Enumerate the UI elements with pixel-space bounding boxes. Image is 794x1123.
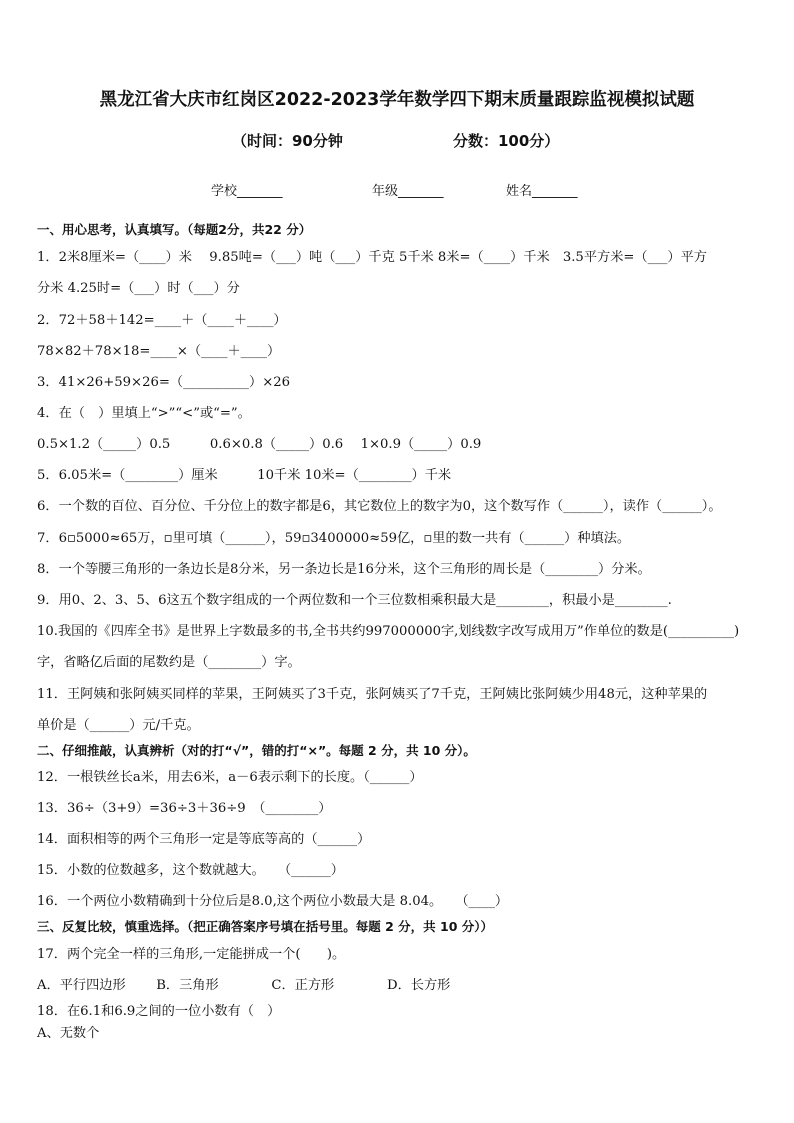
question-line: 6．一个数的百位、百分位、千分位上的数字都是6，其它数位上的数字为0，这个数写作（______），读作（______）。 [37,499,722,514]
question-line: 3．41×26+59×26=（__________）×26 [37,375,291,390]
question-line: 78×82＋78×18=____×（____＋____） [37,344,281,359]
question-line: 单价是（______）元/千克。 [37,718,200,733]
question-line: 13．36÷（3+9）=36÷3＋36÷9 （________） [37,801,332,816]
question-line: 0.5×1.2（_____）0.5 0.6×0.8（_____）0.6 1×0.9（_____）0.9 [37,437,482,452]
question-line: 17．两个完全一样的三角形,一定能拼成一个( )。 [37,947,346,962]
question-line: 12．一根铁丝长a米，用去6米，a－6表示剩下的长度。（______） [37,770,423,785]
question-line: 18．在6.1和6.9之间的一位小数有（ ） [37,1004,281,1019]
question-line: 8．一个等腰三角形的一条边长是8分米，另一条边长是16分米，这个三角形的周长是（________）分米。 [37,562,651,577]
question-line: 16．一个两位小数精确到十分位后是8.0,这个两位小数最大是 8.04。 （____） [37,894,509,909]
school-field[interactable]: 学校_______ [211,184,283,199]
question-line: 字，省略亿后面的尾数约是（________）字。 [37,655,301,670]
question-line: 5．6.05米=（________）厘米 10千米 10米=（________）千米 [37,468,452,483]
question-line: 分米 4.25时=（___）时（___）分 [37,281,240,296]
exam-score: 分数：100分） [453,132,560,150]
question-line: 9．用0、2、3、5、6这五个数字组成的一个两位数和一个三位数相乘积最大是________，积最小是________. [37,593,672,608]
exam-time: （时间：90分钟 [232,132,343,150]
page-title: 黑龙江省大庆市红岗区2022-2023学年数学四下期末质量跟踪监视模拟试题 [99,90,695,110]
grade-field[interactable]: 年级_______ [372,184,444,199]
name-field[interactable]: 姓名_______ [506,184,578,199]
question-line: 4．在（ ）里填上“>”“<”或“=”。 [37,406,251,421]
question-line: 10.我国的《四库全书》是世界上字数最多的书,全书共约997000000字,划线数字改写成用万”作单位的数是(__________) [37,624,740,639]
section-heading-2: 二、仔细推敲，认真辨析（对的打“√”，错的打“×”。每题 2 分，共 10 分）。 [37,743,476,758]
question-line: 14．面积相等的两个三角形一定是等底等高的（______） [37,832,371,847]
section-heading-3: 三、反复比较，慎重选择。（把正确答案序号填在括号里。每题 2 分，共 10 分）） [37,919,494,934]
question-line: A．平行四边形 B．三角形 C．正方形 D．长方形 [37,978,451,993]
question-line: 1．2米8厘米=（____）米 9.85吨=（___）吨（___）千克 5千米 8米=（____）千米 3.5平方米=（___）平方 [37,250,707,265]
section-heading-1: 一、用心思考，认真填写。（每题2分，共22 分） [37,222,312,237]
question-line: 11．王阿姨和张阿姨买同样的苹果，王阿姨买了3千克，张阿姨买了7千克，王阿姨比张阿姨少用48元，这种苹果的 [37,687,708,702]
question-line: A、无数个 [37,1026,100,1041]
question-line: 15．小数的位数越多，这个数就越大。 （______） [37,863,344,878]
question-line: 2．72＋58＋142=____＋（____＋____） [37,313,287,328]
question-line: 7．6▫5000≈65万，▫里可填（______），59▫3400000≈59亿，▫里的数一共有（______）种填法。 [37,531,631,546]
